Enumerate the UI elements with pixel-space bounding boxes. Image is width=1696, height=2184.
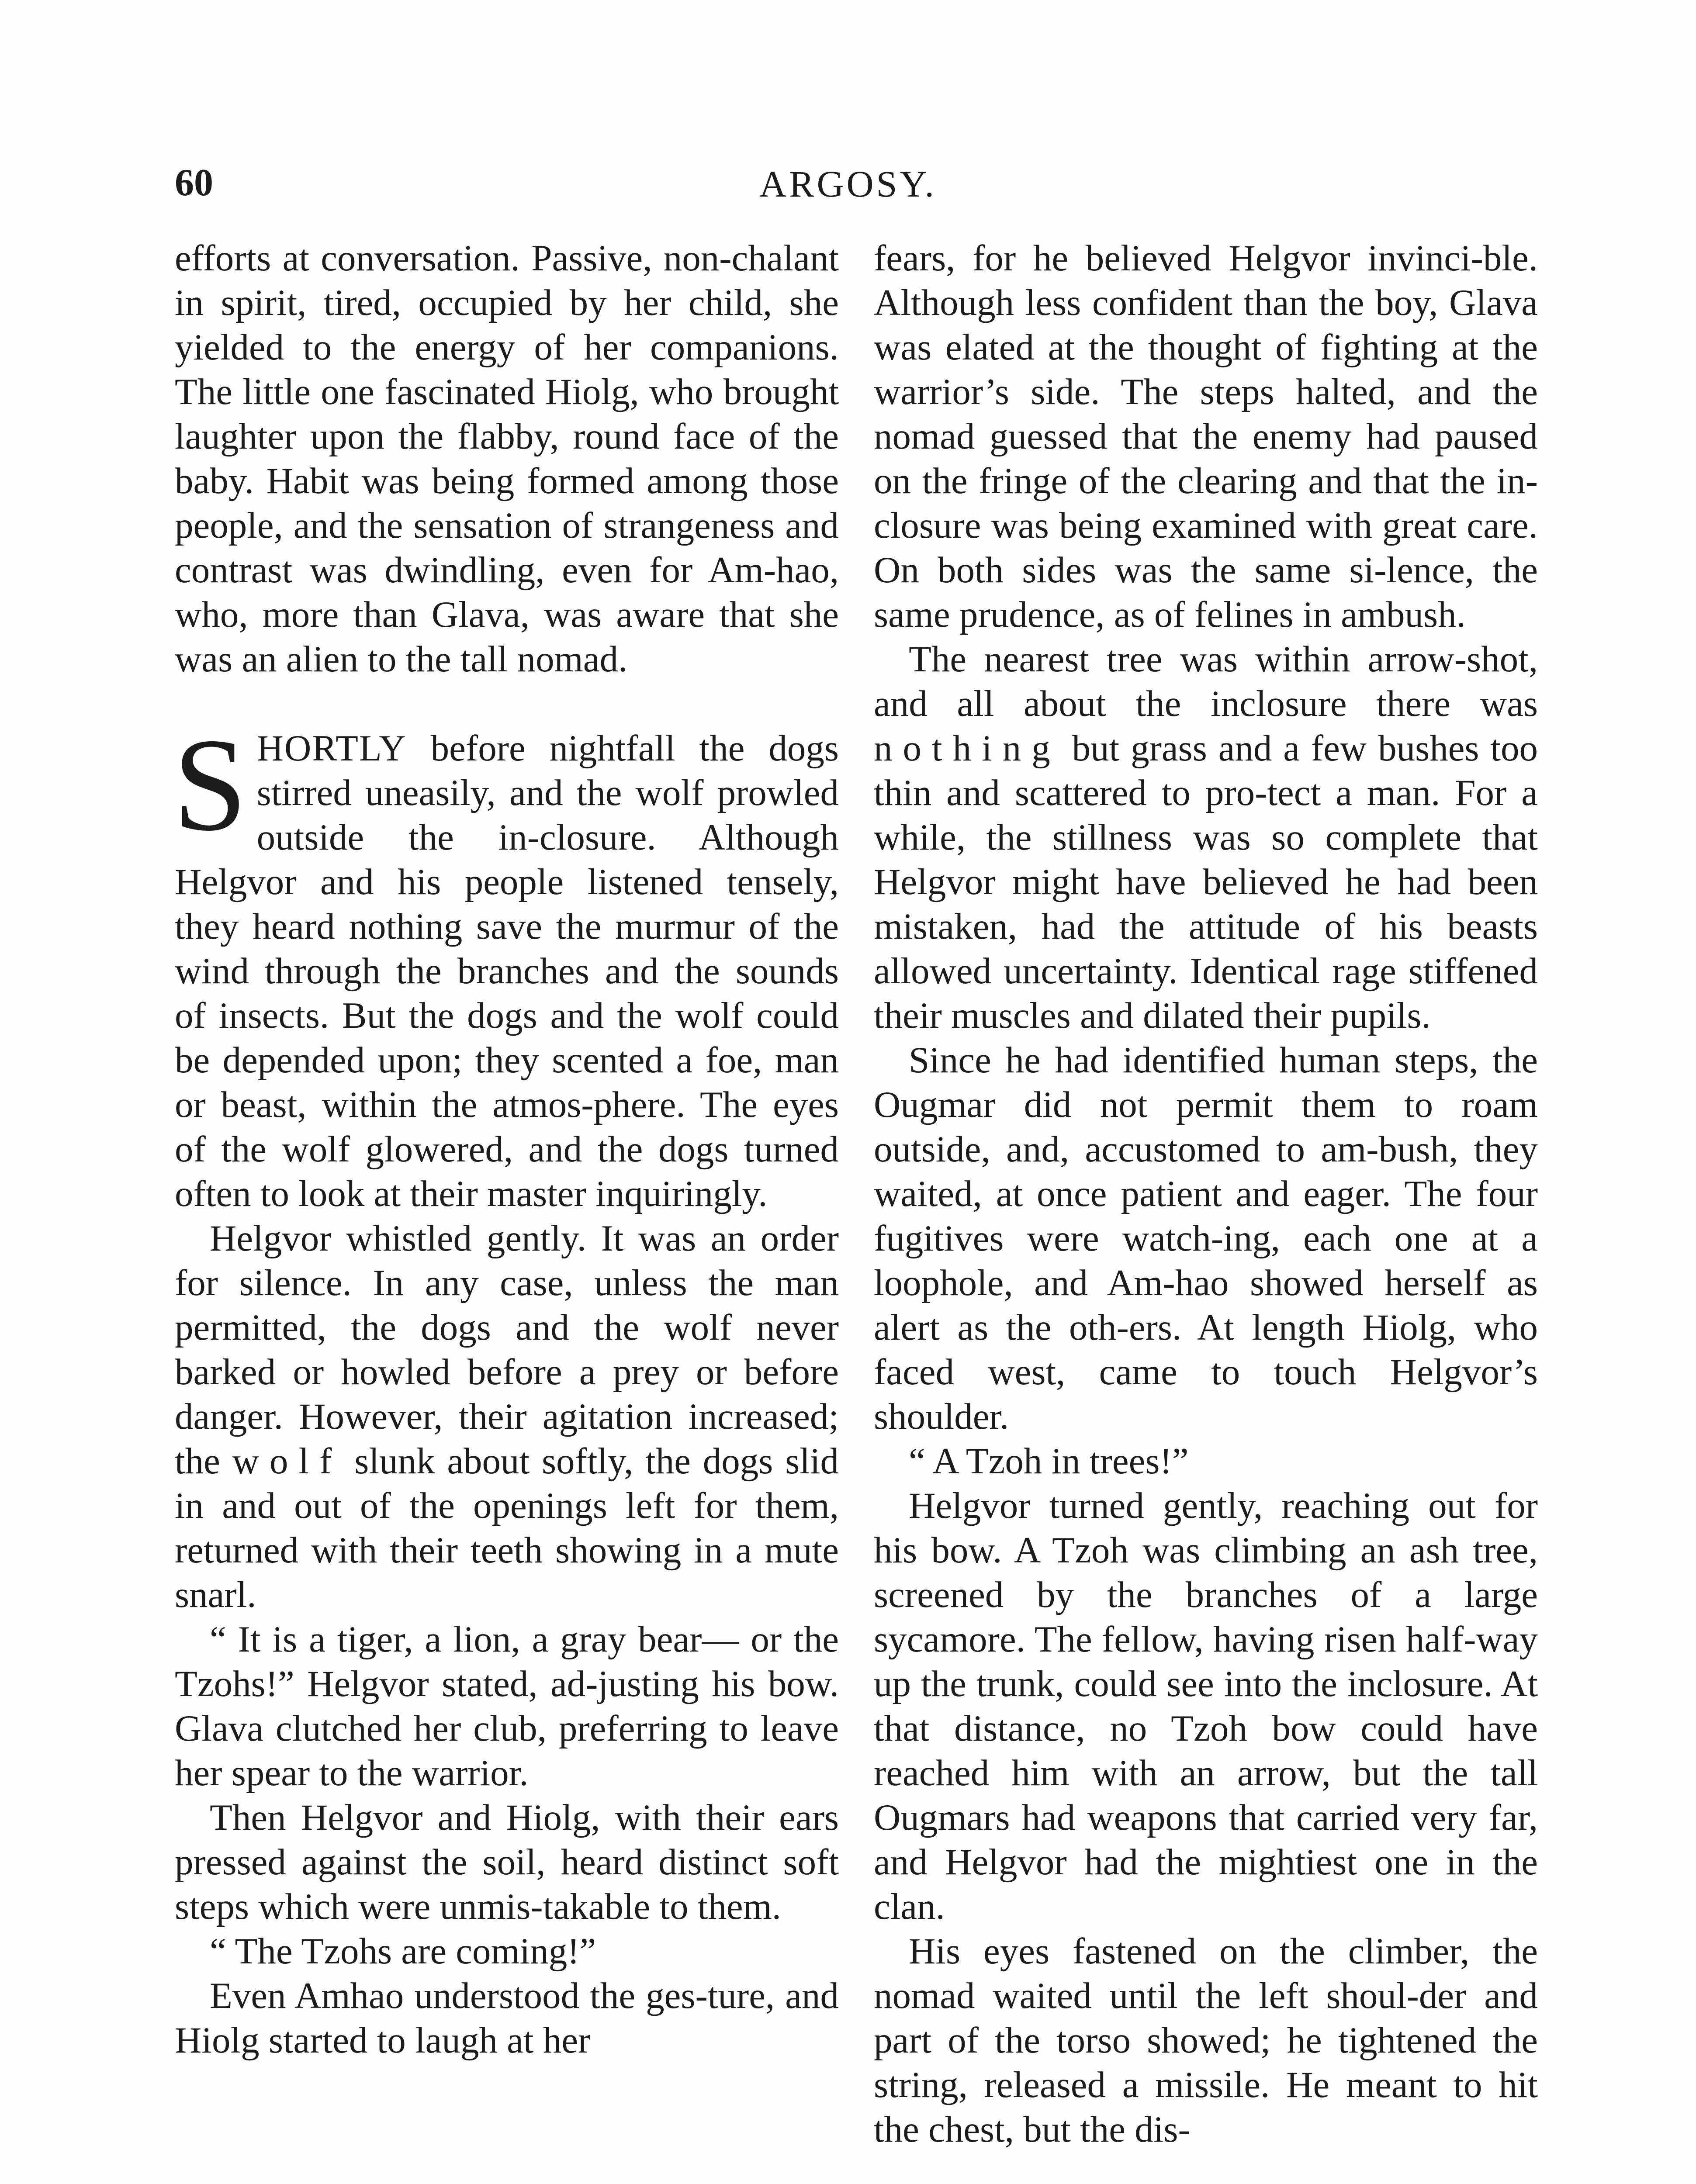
left-paragraph-4: “ It is a tiger, a lion, a gray bear— or the Tzohs!” Helgvor stated, ad-justing his bow. Glava clutched her club, preferring to leave her spear to the warrior. bbox=[175, 1619, 839, 1794]
drop-cap: S bbox=[173, 711, 247, 858]
right-paragraph-1: fears, for he believed Helgvor invinci-ble. Although less confident than the boy, Glava was elated at the thought of fighting at the warrior’s side. The steps halted, and the nomad guessed that the enemy had paused on the fringe of the clearing and that the in-closure was being examined with great care. On both sides was the same si-lence, the same prudence, as of felines in ambush. bbox=[874, 238, 1538, 635]
page-number: 60 bbox=[175, 162, 213, 204]
left-paragraph-2 bbox=[173, 711, 839, 1216]
left-paragraph-5: Then Helgvor and Hiolg, with their ears pressed against the soil, heard distinct soft steps which were unmis-takable to them. bbox=[175, 1797, 839, 1927]
right-paragraph-5: Helgvor turned gently, reaching out for his bow. A Tzoh was climbing an ash tree, screened by the branches of a large sycamore. The fellow, having risen half-way up the trunk, could see into the inclosure. At that distance, no Tzoh bow could have reached him with an arrow, but the tall Ougmars had weapons that carried very far, and Helgvor had the mightiest one in the clan. bbox=[874, 1485, 1538, 1927]
left-paragraph-7: Even Amhao understood the ges-ture, and Hiolg started to laugh at her bbox=[175, 1975, 839, 2061]
right-paragraph-2-start: The nearest tree was within arrow-shot, and all about the inclosure there was bbox=[874, 639, 1538, 724]
emphasized-word: wolf bbox=[232, 1441, 343, 1482]
left-column bbox=[175, 236, 839, 2063]
running-title: ARGOSY. bbox=[759, 163, 937, 205]
emphasized-word: nothing bbox=[874, 728, 1061, 769]
right-paragraph-2 bbox=[874, 637, 1538, 1038]
right-paragraph-3: Since he had identified human steps, the Ougmar did not permit them to roam outside, and, accustomed to am-bush, they waited, at once patient and eager. The four fugitives were watch-ing, each one at a loophole, and Am-hao showed herself as alert as the oth-ers. At length Hiolg, who faced west, came to touch Helgvor’s shoulder. bbox=[874, 1040, 1538, 1437]
left-paragraph-3 bbox=[175, 1216, 839, 1617]
left-paragraph-1: efforts at conversation. Passive, non-chalant in spirit, tired, occupied by her child, she yielded to the energy of her companions. The little one fascinated Hiolg, who brought laughter upon the flabby, round face of the baby. Habit was being formed among those people, and the sensation of strangeness and contrast was dwindling, even for Am-hao, who, more than Glava, was aware that she was an alien to the tall nomad. bbox=[175, 238, 839, 680]
right-paragraph-2-end: but grass and a few bushes too thin and scattered to pro-tect a man. For a while, the stillness was so complete that Helgvor might have believed he had been mistaken, had the attitude of his beasts allowed uncertainty. Identical rage stiffened their muscles and dilated their pupils. bbox=[874, 728, 1538, 1036]
left-paragraph-3-end: slunk about softly, the dogs slid in and out of the openings left for them, returned with their teeth showing in a mute snarl. bbox=[175, 1441, 839, 1615]
left-paragraph-6: “ The Tzohs are coming!” bbox=[210, 1931, 596, 1972]
right-paragraph-6: His eyes fastened on the climber, the nomad waited until the left shoul-der and part of the torso showed; he tightened the string, released a missile. He meant to hit the chest, but the dis- bbox=[874, 1931, 1538, 2150]
section-opening-word: HORTLY bbox=[256, 728, 407, 769]
left-paragraph-3-start: Helgvor whistled gently. It was an order for silence. In any case, unless the man permitted, the dogs and the wolf never barked or howled before a prey or before danger. However, their agitation increased; the bbox=[175, 1218, 839, 1482]
left-paragraph-2-text: before nightfall the dogs stirred uneasily, and the wolf prowled outside the in-closure. Although Helgvor and his people listened tensely, they heard nothing save the murmur of the wind through the branches and the sounds of insects. But the dogs and the wolf could be depended upon; they scented a foe, man or beast, within the atmos-phere. The eyes of the wolf glowered, and the dogs turned often to look at their master inquiringly. bbox=[175, 728, 839, 1214]
right-column bbox=[874, 236, 1538, 2152]
right-paragraph-4: “ A Tzoh in trees!” bbox=[909, 1441, 1189, 1482]
